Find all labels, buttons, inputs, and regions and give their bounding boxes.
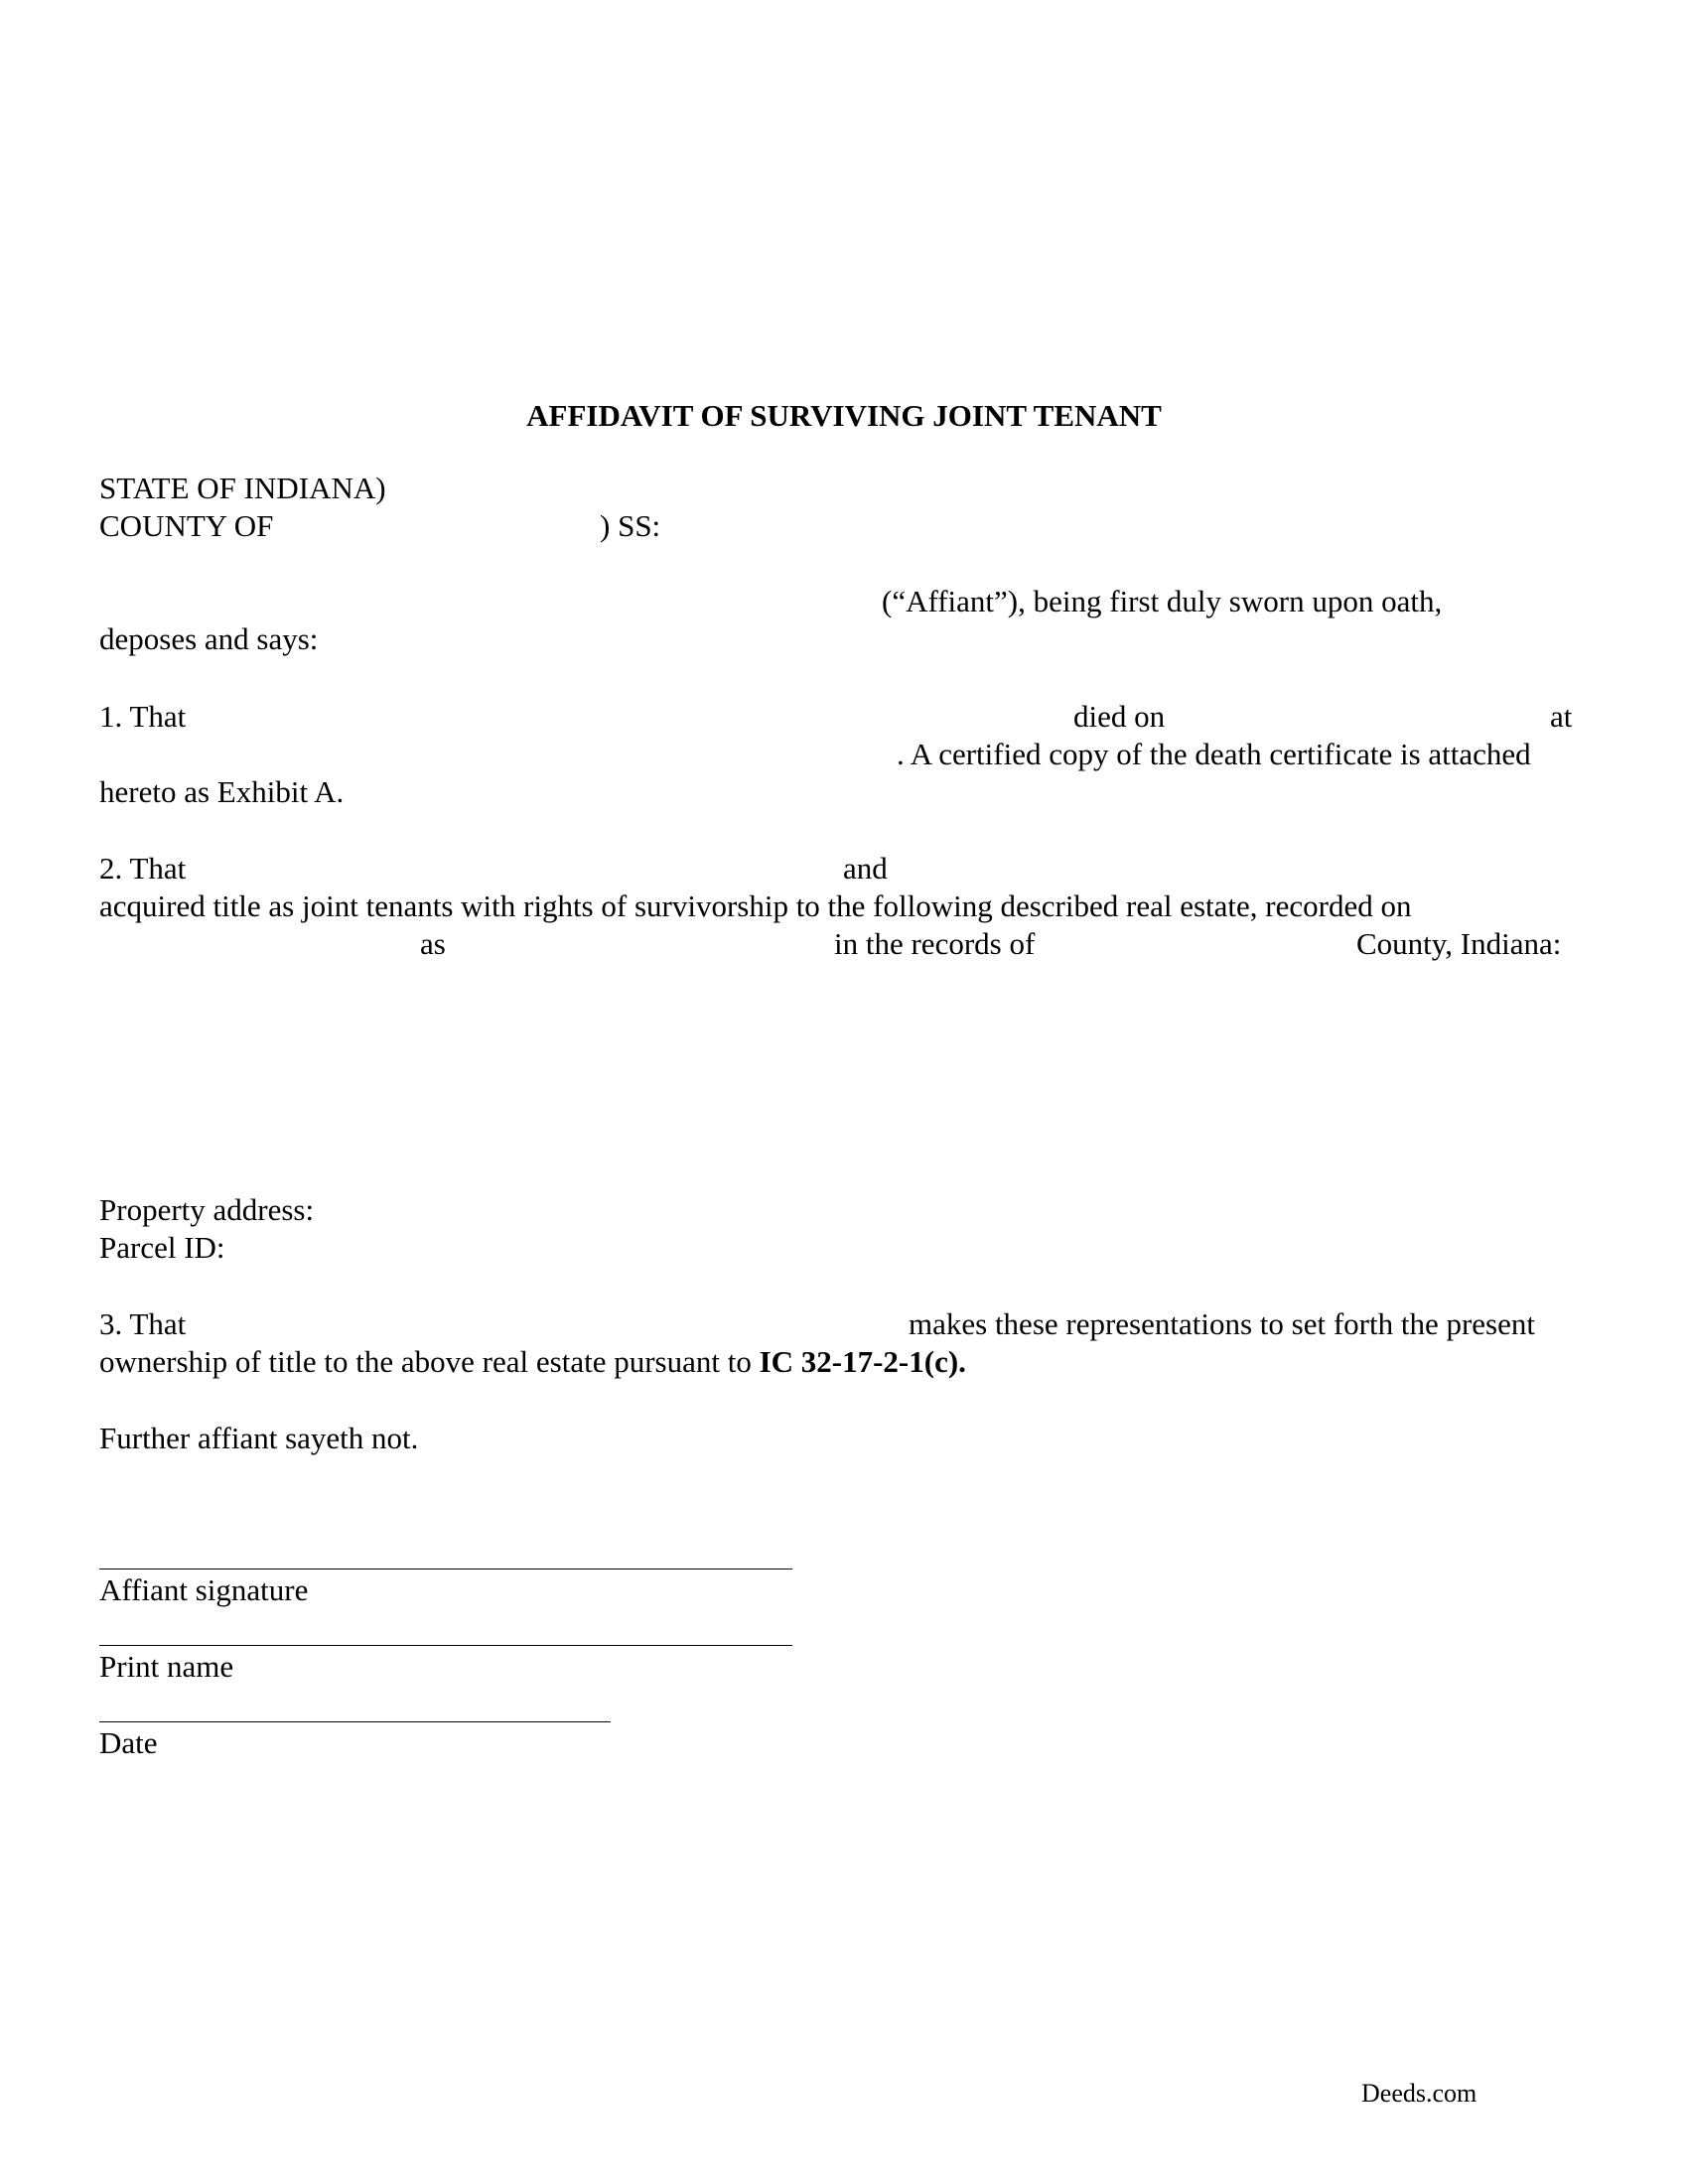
- para2-records: in the records of: [834, 926, 1036, 961]
- para1-exhibit: hereto as Exhibit A.: [99, 774, 345, 809]
- statute-citation: IC 32-17-2-1(c).: [759, 1344, 966, 1379]
- footer-brand: Deeds.com: [1361, 2079, 1477, 2108]
- date-line[interactable]: [99, 1721, 611, 1722]
- para1-certified: . A certified copy of the death certificate is attached: [897, 737, 1531, 771]
- para2-start: 2. That: [99, 851, 187, 886]
- para3-ownership-line: [99, 1343, 966, 1381]
- para2-and: and: [843, 851, 888, 886]
- affiant-signature-line[interactable]: [99, 1569, 792, 1570]
- affiant-signature-label: Affiant signature: [99, 1572, 309, 1607]
- para2-county: County, Indiana:: [1356, 926, 1562, 961]
- para1-died-on: died on: [1073, 699, 1166, 734]
- print-name-label: Print name: [99, 1649, 234, 1684]
- para3-makes: makes these representations to set forth the present: [909, 1306, 1535, 1341]
- venue-county-label: COUNTY OF: [99, 508, 274, 543]
- further-affiant: Further affiant sayeth not.: [99, 1421, 419, 1455]
- print-name-line[interactable]: [99, 1645, 792, 1646]
- intro-affiant-text: (“Affiant”), being first duly sworn upon oath,: [882, 584, 1443, 618]
- venue-state: STATE OF INDIANA): [99, 471, 386, 505]
- para1-start: 1. That: [99, 699, 187, 734]
- intro-deposes: deposes and says:: [99, 621, 319, 656]
- date-label: Date: [99, 1725, 158, 1760]
- para3-ownership: ownership of title to the above real estate pursuant to: [99, 1344, 752, 1379]
- para2-acquired: acquired title as joint tenants with rights of survivorship to the following described real estate, recorded on: [99, 888, 1412, 923]
- para3-start: 3. That: [99, 1306, 187, 1341]
- document-title: AFFIDAVIT OF SURVIVING JOINT TENANT: [526, 398, 1162, 433]
- parcel-id-label: Parcel ID:: [99, 1230, 225, 1265]
- para1-at: at: [1550, 699, 1573, 734]
- property-address-label: Property address:: [99, 1192, 315, 1227]
- para2-as: as: [420, 926, 446, 961]
- venue-ss: ) SS:: [600, 508, 661, 543]
